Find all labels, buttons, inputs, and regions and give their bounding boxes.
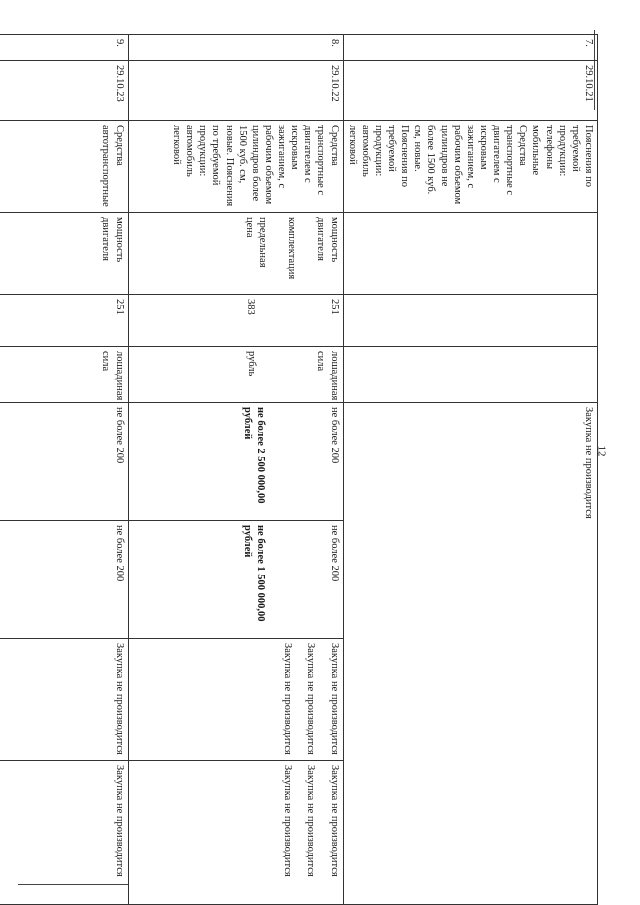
row-unit-code — [343, 295, 597, 347]
row-characteristic — [343, 213, 597, 295]
unit-code-3: 383 — [245, 299, 257, 315]
unit-3: рубль — [246, 351, 258, 377]
row-extra: Пояснения по требуемой продукции: телефоны мобильные — [530, 125, 594, 187]
value-3a: Закупка не производится — [328, 643, 340, 755]
row-value-2: не более 200 — [0, 521, 128, 639]
row-value: Закупка не производится — [343, 403, 597, 905]
row-number: 7. — [343, 35, 597, 61]
unit-1: лошадиная сила — [315, 351, 340, 401]
row-value-4: Закупка не производится — [0, 761, 128, 905]
value-4a: Закупка не производится — [328, 765, 340, 877]
page-number: 12 — [595, 445, 608, 457]
table-row — [343, 35, 597, 905]
table-row — [128, 35, 343, 905]
characteristic-1: мощность двигателя — [315, 217, 340, 263]
value-4c: Закупка не производится — [282, 765, 294, 877]
data-table — [0, 34, 598, 905]
row-name: Средства транспортные с двигателем с искровым зажиганием, с рабочим объемом цилиндров более 1500 куб. см, новые. Пояснения по требуемой продукции: автомобиль легковой — [128, 121, 343, 213]
characteristic-3: предельная цена — [244, 217, 269, 268]
row-value-1 — [128, 403, 343, 521]
row-value-1: не более 200 — [0, 403, 128, 521]
value-1b: не более 2 500 000,00 рублей — [242, 407, 267, 504]
row-unit-code: 251 — [0, 295, 128, 347]
rotated-table-wrapper — [38, 34, 598, 904]
row-unit — [128, 347, 343, 403]
value-1a: не более 200 — [328, 407, 340, 464]
row-number: 9. — [0, 35, 128, 61]
row-value-2 — [128, 521, 343, 639]
value-4b: Закупка не производится — [305, 765, 317, 877]
row-unit — [343, 347, 597, 403]
row-characteristic — [128, 213, 343, 295]
characteristic-2: комплектация — [286, 217, 298, 280]
value-3b: Закупка не производится — [305, 643, 317, 755]
row-number: 8. — [128, 35, 343, 61]
row-code: 29.10.22 — [128, 61, 343, 121]
row-code: 29.10.23 — [0, 61, 128, 121]
row-name — [343, 121, 597, 213]
row-name-text: Средства транспортные с двигателем с искровым зажиганием, с рабочим объемом цилиндров не более 1500 куб. см, новые. Пояснения по требуемой продукции: автомобиль легковой — [346, 125, 529, 205]
value-2a: не более 200 — [328, 525, 340, 582]
value-2b: не более 1 500 000,00 рублей — [242, 525, 267, 622]
unit-code-1: 251 — [328, 299, 340, 315]
row-code: 29.10.21 — [343, 61, 597, 121]
row-unit: лошадиная сила — [0, 347, 128, 403]
value-3c: Закупка не производится — [282, 643, 294, 755]
row-name: Средства автотранспортные — [0, 121, 128, 213]
row-value-3: Закупка не производится — [0, 639, 128, 761]
row-unit-code — [128, 295, 343, 347]
row-value-3 — [128, 639, 343, 761]
row-value-4 — [128, 761, 343, 905]
row-characteristic: мощность двигателя — [0, 213, 128, 295]
table-row — [0, 35, 128, 905]
